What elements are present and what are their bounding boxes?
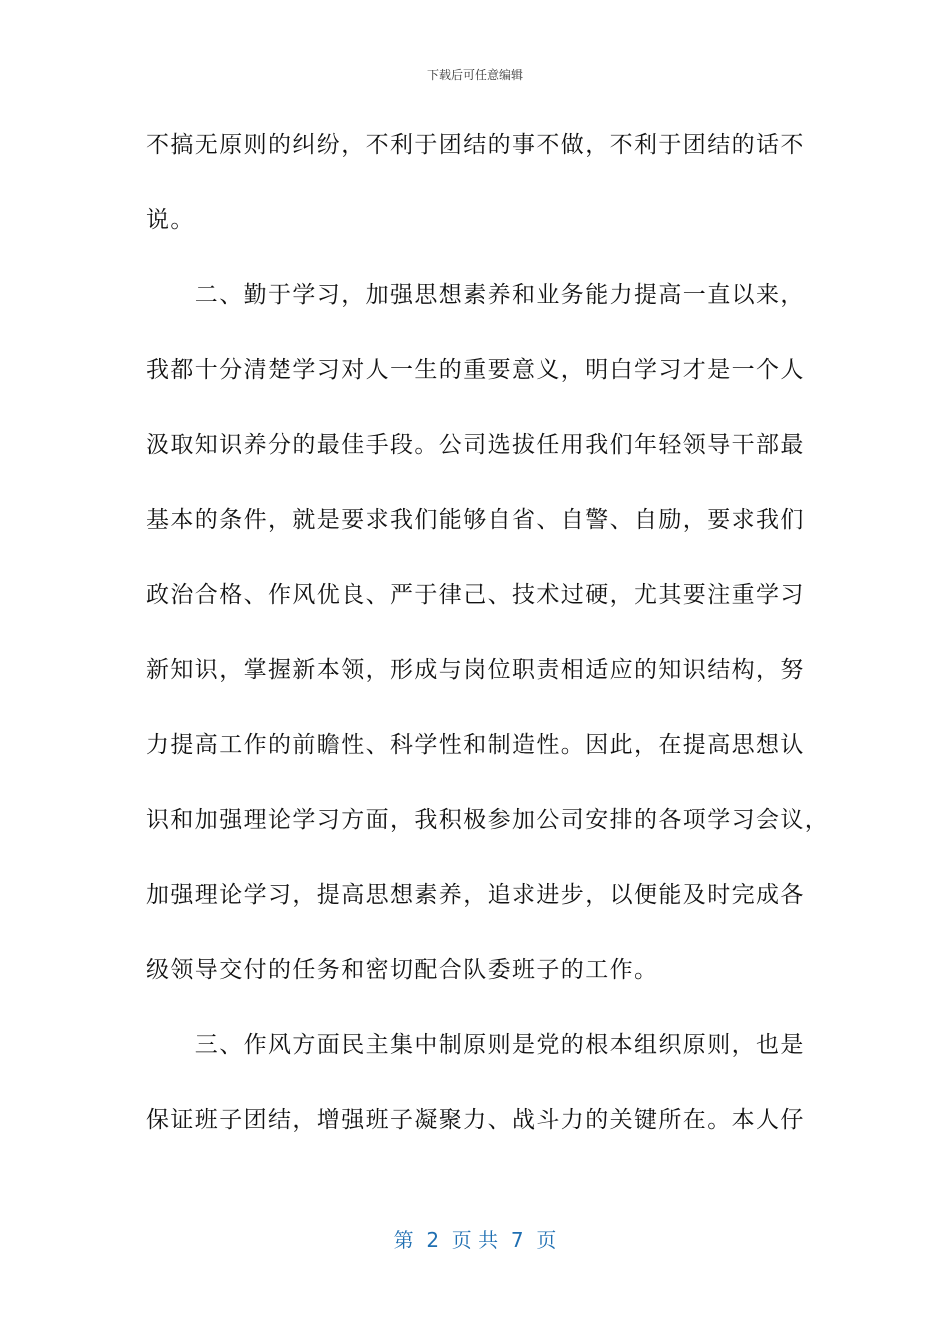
text-line: 级领导交付的任务和密切配合队委班子的工作。 [146, 957, 659, 983]
text-line: 二、勤于学习，加强思想素养和业务能力提高一直以来， [146, 282, 805, 308]
text-line: 力提高工作的前瞻性、科学性和制造性。因此，在提高思想认 [146, 732, 805, 758]
text-line: 我都十分清楚学习对人一生的重要意义，明白学习才是一个人 [146, 357, 805, 383]
text-line: 基本的条件，就是要求我们能够自省、自警、自励，要求我们 [146, 507, 805, 533]
text-line: 政治合格、作风优良、严于律己、技术过硬，尤其要注重学习 [146, 582, 805, 608]
page-header-note: 下载后可任意编辑 [426, 68, 523, 82]
text-line: 三、作风方面民主集中制原则是党的根本组织原则，也是 [146, 1032, 805, 1058]
page-number-label: 第 2 页 共 7 页 [393, 1228, 557, 1252]
text-line: 保证班子团结，增强班子凝聚力、战斗力的关键所在。本人仔 [146, 1107, 805, 1133]
text-line: 说。 [146, 207, 195, 233]
text-line: 加强理论学习，提高思想素养，追求进步，以便能及时完成各 [146, 882, 805, 908]
text-line: 新知识，掌握新本领，形成与岗位职责相适应的知识结构，努 [146, 657, 805, 683]
page-number-footer [0, 1224, 950, 1253]
text-line: 汲取知识养分的最佳手段。公司选拔任用我们年轻领导干部最 [146, 432, 805, 458]
text-line: 不搞无原则的纠纷，不利于团结的事不做，不利于团结的话不 [146, 132, 805, 158]
text-line: 识和加强理论学习方面，我积极参加公司安排的各项学习会议， [146, 807, 830, 833]
